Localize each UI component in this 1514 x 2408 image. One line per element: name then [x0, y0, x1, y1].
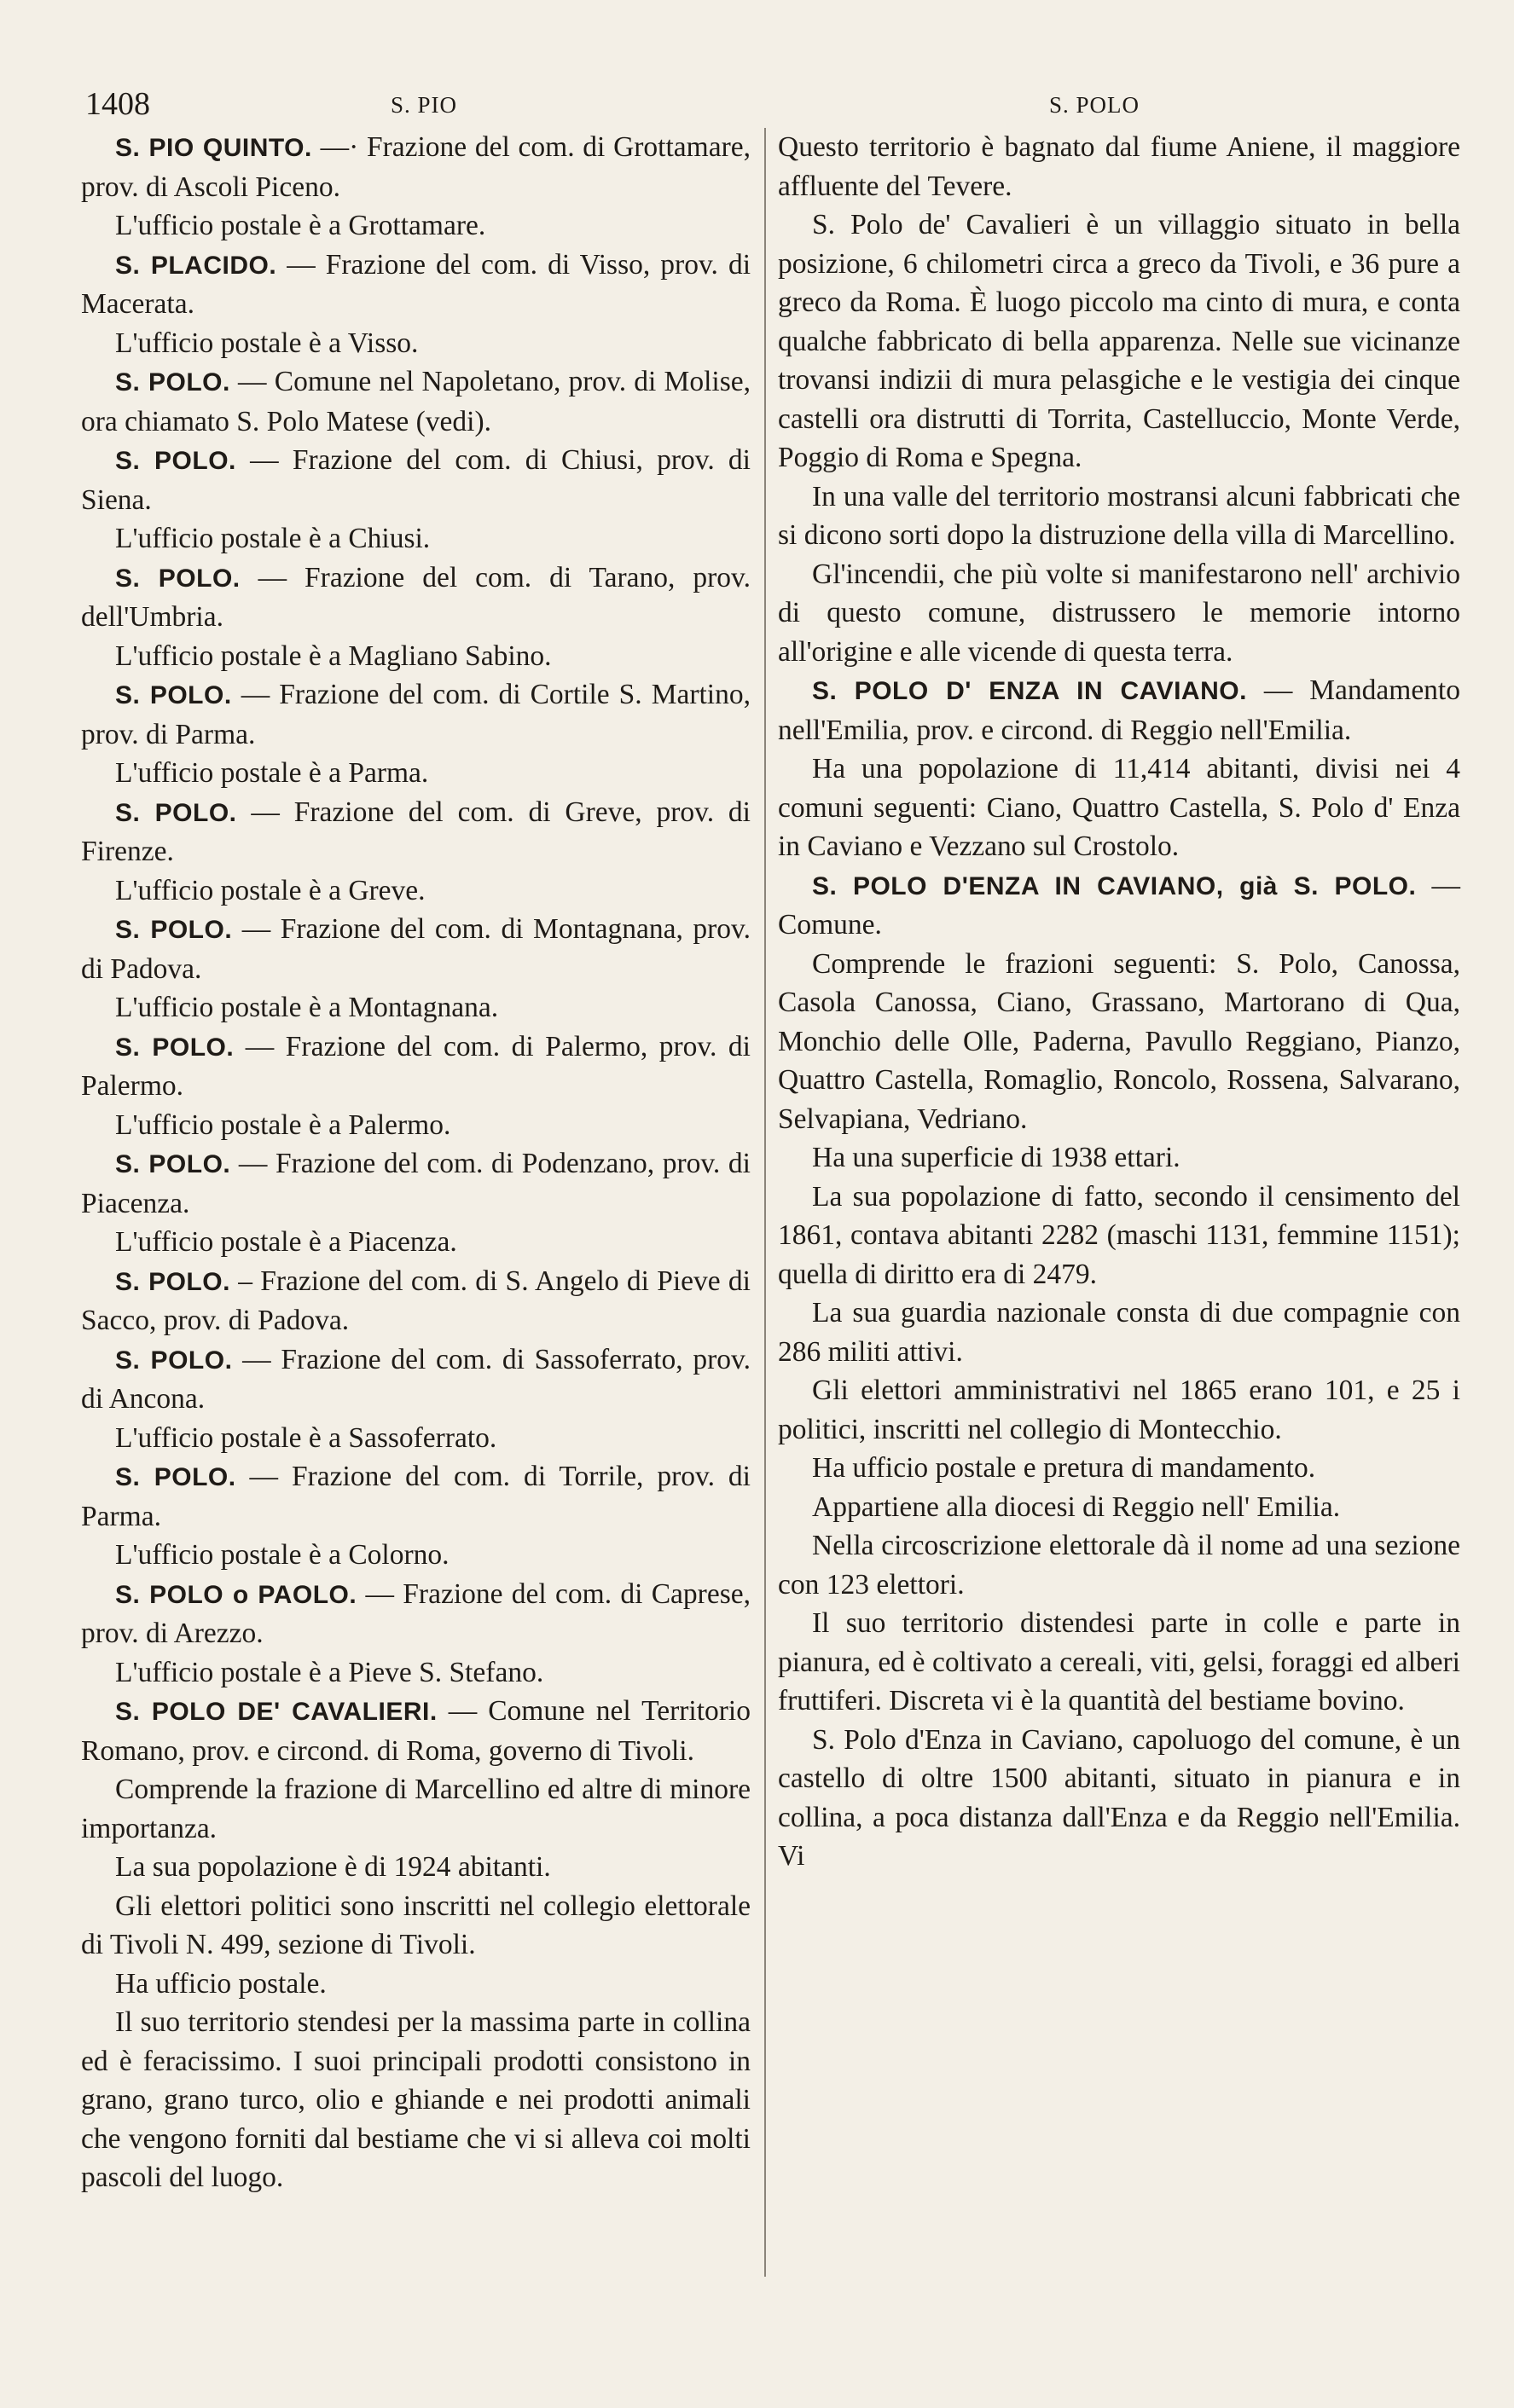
entry-text: — Frazione del com. di Tarano, prov. dell'Umbria.	[81, 561, 751, 633]
entry-text: — Frazione del com. di Visso, prov. di Macerata.	[81, 248, 751, 320]
entry-text: Ha ufficio postale.	[115, 1967, 327, 2000]
gazetteer-entry	[81, 246, 751, 324]
entry-paragraph	[81, 2003, 751, 2197]
entry-paragraph	[81, 637, 751, 676]
entry-paragraph	[778, 478, 1460, 555]
entry-headword: S. POLO.	[115, 1346, 233, 1375]
page-number: 1408	[85, 86, 150, 122]
entry-headword: S. POLO.	[115, 564, 241, 593]
entry-paragraph	[778, 128, 1460, 205]
entry-text: L'ufficio postale è a Chiusi.	[115, 523, 431, 554]
running-head-right: S. POLO	[1049, 92, 1140, 118]
entry-paragraph	[778, 1371, 1460, 1449]
entry-text: Il suo territorio distendesi parte in colle e parte in pianura, ed è coltivato a cereali, viti, gelsi, foraggi ed alberi fruttiferi. Discreta vi è la quantità del bestiame bovino.	[778, 1607, 1460, 1716]
entry-text: L'ufficio postale è a Colorno.	[115, 1539, 450, 1571]
entry-paragraph	[778, 1294, 1460, 1371]
gazetteer-entry	[778, 671, 1460, 750]
entry-text: L'ufficio postale è a Greve.	[115, 874, 426, 906]
entry-text: — Comune nel Napoletano, prov. di Molise, ora chiamato S. Polo Matese (vedi).	[81, 366, 751, 437]
gazetteer-entry	[81, 675, 751, 754]
gazetteer-entry	[81, 1262, 751, 1340]
entry-paragraph	[81, 871, 751, 911]
gazetteer-entry	[81, 1457, 751, 1536]
entry-text: Il suo territorio stendesi per la massima parte in collina ed è feracissimo. I suoi principali prodotti consistono in grano, grano turco, olio e ghiande e nei prodotti animali che vengono forniti dal bestiame che vi si alleva coi molti pascoli del luogo.	[81, 2006, 751, 2193]
gazetteer-entry	[81, 1340, 751, 1419]
entry-text: In una valle del territorio mostransi alcuni fabbricati che si dicono sorti dopo la distruzione della villa di Marcellino.	[778, 480, 1460, 551]
entry-paragraph	[778, 1721, 1460, 1876]
entry-text: Ha ufficio postale e pretura di mandamento.	[812, 1452, 1316, 1484]
entry-headword: S. POLO D' ENZA IN CAVIANO.	[812, 677, 1247, 705]
right-column	[778, 128, 1460, 1876]
entry-text: — Frazione del com. di Sassoferrato, prov. di Ancona.	[81, 1343, 751, 1415]
entry-paragraph	[81, 1848, 751, 1887]
entry-text: L'ufficio postale è a Palermo.	[115, 1108, 451, 1141]
entry-headword: S. POLO.	[115, 681, 232, 709]
entry-paragraph	[778, 1604, 1460, 1721]
entry-text: Gli elettori amministrativi nel 1865 erano 101, e 25 i politici, inscritti nel collegio di Montecchio.	[778, 1375, 1460, 1445]
gazetteer-entry	[81, 1575, 751, 1653]
entry-text: — Frazione del com. di Greve, prov. di Firenze.	[81, 796, 751, 867]
entry-paragraph	[81, 324, 751, 363]
entry-headword: S. POLO o PAOLO.	[115, 1580, 357, 1609]
entry-headword: S. POLO.	[115, 1267, 230, 1296]
gazetteer-entry	[81, 1027, 751, 1106]
entry-text: Ha una popolazione di 11,414 abitanti, divisi nei 4 comuni seguenti: Ciano, Quattro Castella, S. Polo d' Enza in Caviano e Vezzano sul Crostolo.	[778, 753, 1460, 862]
gazetteer-entry	[81, 793, 751, 871]
entry-text: — Frazione del com. di Chiusi, prov. di Siena.	[81, 444, 751, 516]
entry-headword: S. POLO.	[115, 798, 237, 827]
entry-text: — Frazione del com. di Cortile S. Martino, prov. di Parma.	[81, 679, 751, 750]
entry-paragraph	[778, 1449, 1460, 1488]
entry-paragraph	[778, 1488, 1460, 1527]
entry-paragraph	[81, 519, 751, 559]
entry-paragraph	[778, 1138, 1460, 1178]
entry-paragraph	[81, 1419, 751, 1458]
entry-headword: S. POLO.	[115, 1150, 231, 1178]
entry-paragraph	[81, 1887, 751, 1965]
entry-headword: S. POLO.	[115, 916, 233, 944]
entry-headword: S. POLO D'ENZA IN CAVIANO, già S. POLO.	[812, 871, 1417, 900]
entry-text: L'ufficio postale è a Magliano Sabino.	[115, 640, 552, 672]
column-divider	[764, 128, 766, 2277]
entry-text: Questo territorio è bagnato dal fiume Aniene, il maggiore affluente del Tevere.	[778, 131, 1460, 202]
entry-text: La sua popolazione è di 1924 abitanti.	[115, 1851, 551, 1883]
entry-text: — Frazione del com. di Torrile, prov. di Parma.	[81, 1461, 751, 1532]
entry-paragraph	[778, 945, 1460, 1139]
entry-text: — Frazione del com. di Podenzano, prov. di Piacenza.	[81, 1148, 751, 1219]
left-column	[81, 128, 751, 2197]
entry-headword: S. POLO.	[115, 1033, 235, 1062]
entry-text: S. Polo de' Cavalieri è un villaggio situato in bella posizione, 6 chilometri circa a greco da Tivoli, e 36 pure a greco da Roma. È luogo piccolo ma cinto di mura, e conta qualche fabbricato di bella apparenza. Nelle sue vicinanze trovansi indizii di mura pelasgiche e le vestigia dei cinque castelli ora distrutti di Torrita, Castelluccio, Monte Verde, Poggio di Roma e Spegna.	[778, 209, 1460, 473]
entry-text: L'ufficio postale è a Piacenza.	[115, 1226, 457, 1258]
entry-text: Appartiene alla diocesi di Reggio nell' Emilia.	[812, 1491, 1341, 1523]
entry-text: — Mandamento nell'Emilia, prov. e circond. di Reggio nell'Emilia.	[778, 674, 1460, 746]
entry-paragraph	[81, 1965, 751, 2004]
entry-text: S. Polo d'Enza in Caviano, capoluogo del comune, è un castello di oltre 1500 abitanti, situato in pianura e in collina, a poca distanza dall'Enza e da Reggio nell'Emilia. Vi	[778, 1723, 1460, 1872]
entry-paragraph	[778, 205, 1460, 478]
entry-headword: S. POLO.	[115, 447, 236, 475]
entry-text: Ha una superficie di 1938 ettari.	[812, 1142, 1180, 1173]
entry-text: L'ufficio postale è a Pieve S. Stefano.	[115, 1656, 544, 1688]
entry-text: L'ufficio postale è a Parma.	[115, 757, 429, 789]
entry-text: Comprende le frazioni seguenti: S. Polo, Canossa, Casola Canossa, Ciano, Grassano, Martorano di Qua, Monchio delle Olle, Paderna, Pavullo Reggiano, Pianzo, Quattro Castella, Romaglio, Roncolo, Rossena, Salvarano, Selvapiana, Vedriano.	[778, 947, 1460, 1135]
entry-paragraph	[81, 1653, 751, 1693]
entry-text: L'ufficio postale è a Visso.	[115, 327, 419, 359]
entry-paragraph	[81, 1106, 751, 1145]
gazetteer-entry	[81, 1692, 751, 1770]
entry-paragraph	[81, 1223, 751, 1262]
entry-text: Gli elettori politici sono inscritti nel collegio elettorale di Tivoli N. 499, sezione di Tivoli.	[81, 1890, 751, 1960]
gazetteer-entry	[81, 441, 751, 519]
running-head-left: S. PIO	[391, 92, 458, 118]
entry-text: La sua popolazione di fatto, secondo il censimento del 1861, contava abitanti 2282 (maschi 1131, femmine 1151); quella di diritto era di 2479.	[778, 1180, 1460, 1290]
entry-text: L'ufficio postale è a Grottamare.	[115, 210, 486, 241]
gazetteer-entry	[81, 1144, 751, 1223]
entry-paragraph	[81, 1536, 751, 1575]
entry-text: — Comune.	[778, 869, 1460, 941]
entry-text: — Comune nel Territorio Romano, prov. e circond. di Roma, governo di Tivoli.	[81, 1695, 751, 1767]
entry-paragraph	[778, 555, 1460, 672]
entry-text: L'ufficio postale è a Montagnana.	[115, 992, 499, 1023]
gazetteer-entry	[778, 866, 1460, 945]
gazetteer-entry	[81, 128, 751, 206]
entry-paragraph	[81, 988, 751, 1027]
gazetteer-entry	[81, 362, 751, 441]
entry-paragraph	[778, 1526, 1460, 1604]
entry-text: — Frazione del com. di Palermo, prov. di Palermo.	[81, 1030, 751, 1102]
entry-text: Nella circoscrizione elettorale dà il nome ad una sezione con 123 elettori.	[778, 1530, 1460, 1601]
entry-headword: S. POLO DE' CAVALIERI.	[115, 1698, 438, 1726]
entry-text: L'ufficio postale è a Sassoferrato.	[115, 1421, 497, 1454]
gazetteer-entry	[81, 910, 751, 988]
entry-paragraph	[81, 754, 751, 793]
entry-text: Gl'incendii, che più volte si manifestarono nell' archivio di questo comune, distrussero le memorie intorno all'origine e alle vicende di questa terra.	[778, 558, 1460, 668]
entry-text: — Frazione del com. di Montagnana, prov. di Padova.	[81, 913, 751, 985]
entry-paragraph	[778, 750, 1460, 866]
entry-paragraph	[778, 1178, 1460, 1294]
entry-text: Comprende la frazione di Marcellino ed altre di minore importanza.	[81, 1774, 751, 1844]
entry-headword: S. POLO.	[115, 1463, 236, 1491]
entry-headword: S. POLO.	[115, 368, 230, 397]
entry-text: – Frazione del com. di S. Angelo di Pieve di Sacco, prov. di Padova.	[81, 1265, 751, 1336]
entry-text: —· Frazione del com. di Grottamare, prov. di Ascoli Piceno.	[81, 131, 751, 203]
gazetteer-entry	[81, 559, 751, 637]
entry-headword: S. PLACIDO.	[115, 251, 277, 280]
entry-text: La sua guardia nazionale consta di due compagnie con 286 militi attivi.	[778, 1297, 1460, 1368]
entry-paragraph	[81, 1770, 751, 1848]
entry-text: — Frazione del com. di Caprese, prov. di Arezzo.	[81, 1577, 751, 1649]
entry-paragraph	[81, 206, 751, 246]
entry-headword: S. PIO QUINTO.	[115, 134, 312, 162]
